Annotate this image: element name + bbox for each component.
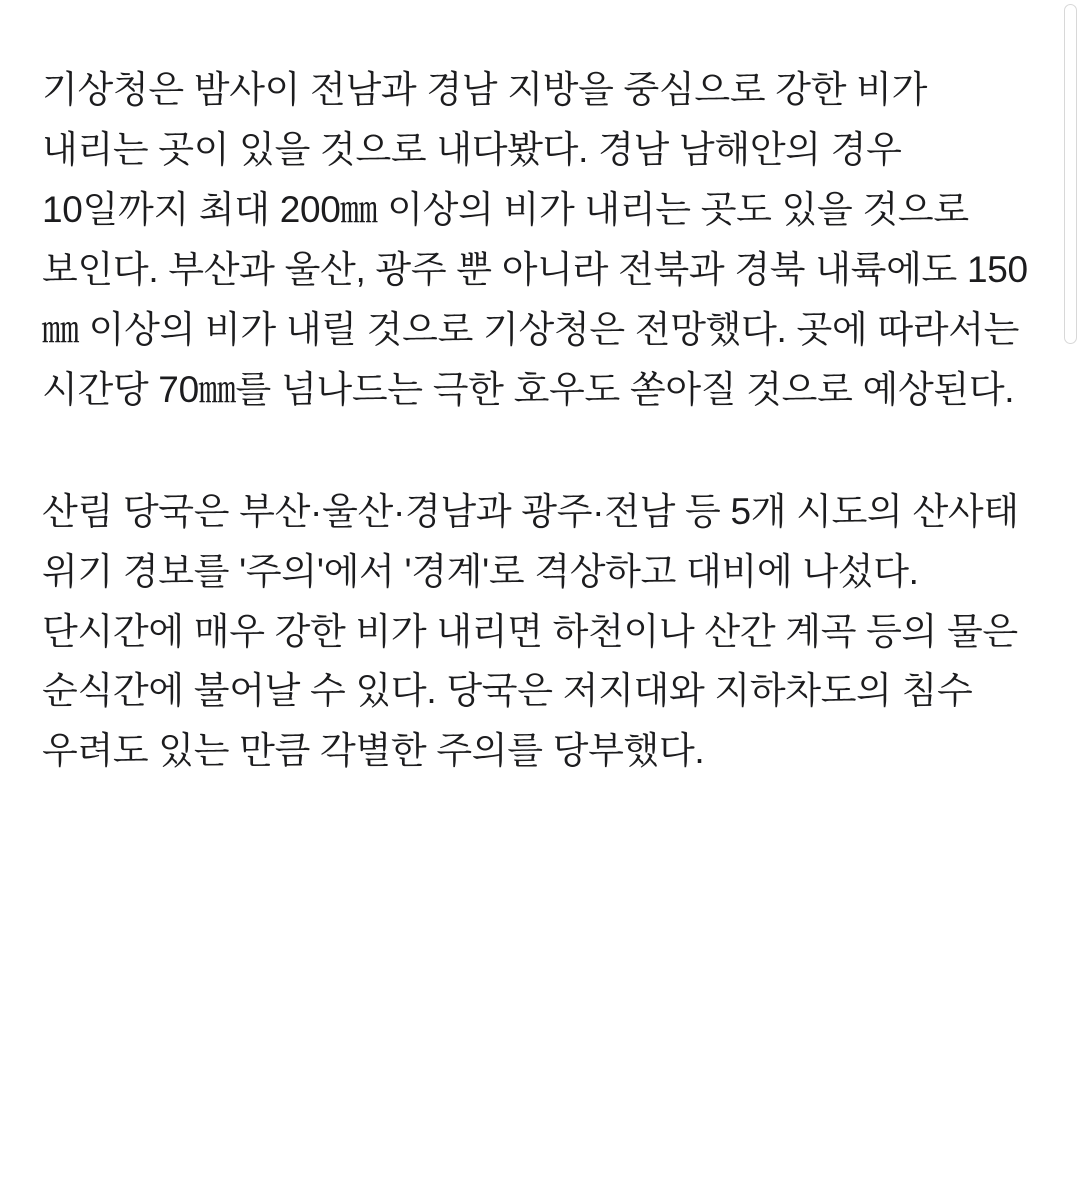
vertical-scrollbar[interactable] bbox=[1058, 0, 1080, 1191]
scrollbar-thumb[interactable] bbox=[1064, 4, 1077, 344]
article-body bbox=[42, 60, 1042, 781]
article-paragraph-2: 산림 당국은 부산·울산·경남과 광주·전남 등 5개 시도의 산사태 위기 경보를 '주의'에서 '경계'로 격상하고 대비에 나섰다. 단시간에 매우 강한 비가 내리면 하천이나 산간 계곡 등의 물은 순식간에 불어날 수 있다. 당국은 저지대와 지하차도의 침수 우려도 있는 만큼 각별한 주의를 당부했다. bbox=[42, 490, 1019, 772]
article-paragraph-1: 기상청은 밤사이 전남과 경남 지방을 중심으로 강한 비가 내리는 곳이 있을 것으로 내다봤다. 경남 남해안의 경우 10일까지 최대 200㎜ 이상의 비가 내리는 곳도 있을 것으로 보인다. 부산과 울산, 광주 뿐 아니라 전북과 경북 내륙에도 150㎜ 이상의 비가 내릴 것으로 기상청은 전망했다. 곳에 따라서는 시간당 70㎜를 넘나드는 극한 호우도 쏟아질 것으로 예상된다. bbox=[42, 69, 1028, 410]
